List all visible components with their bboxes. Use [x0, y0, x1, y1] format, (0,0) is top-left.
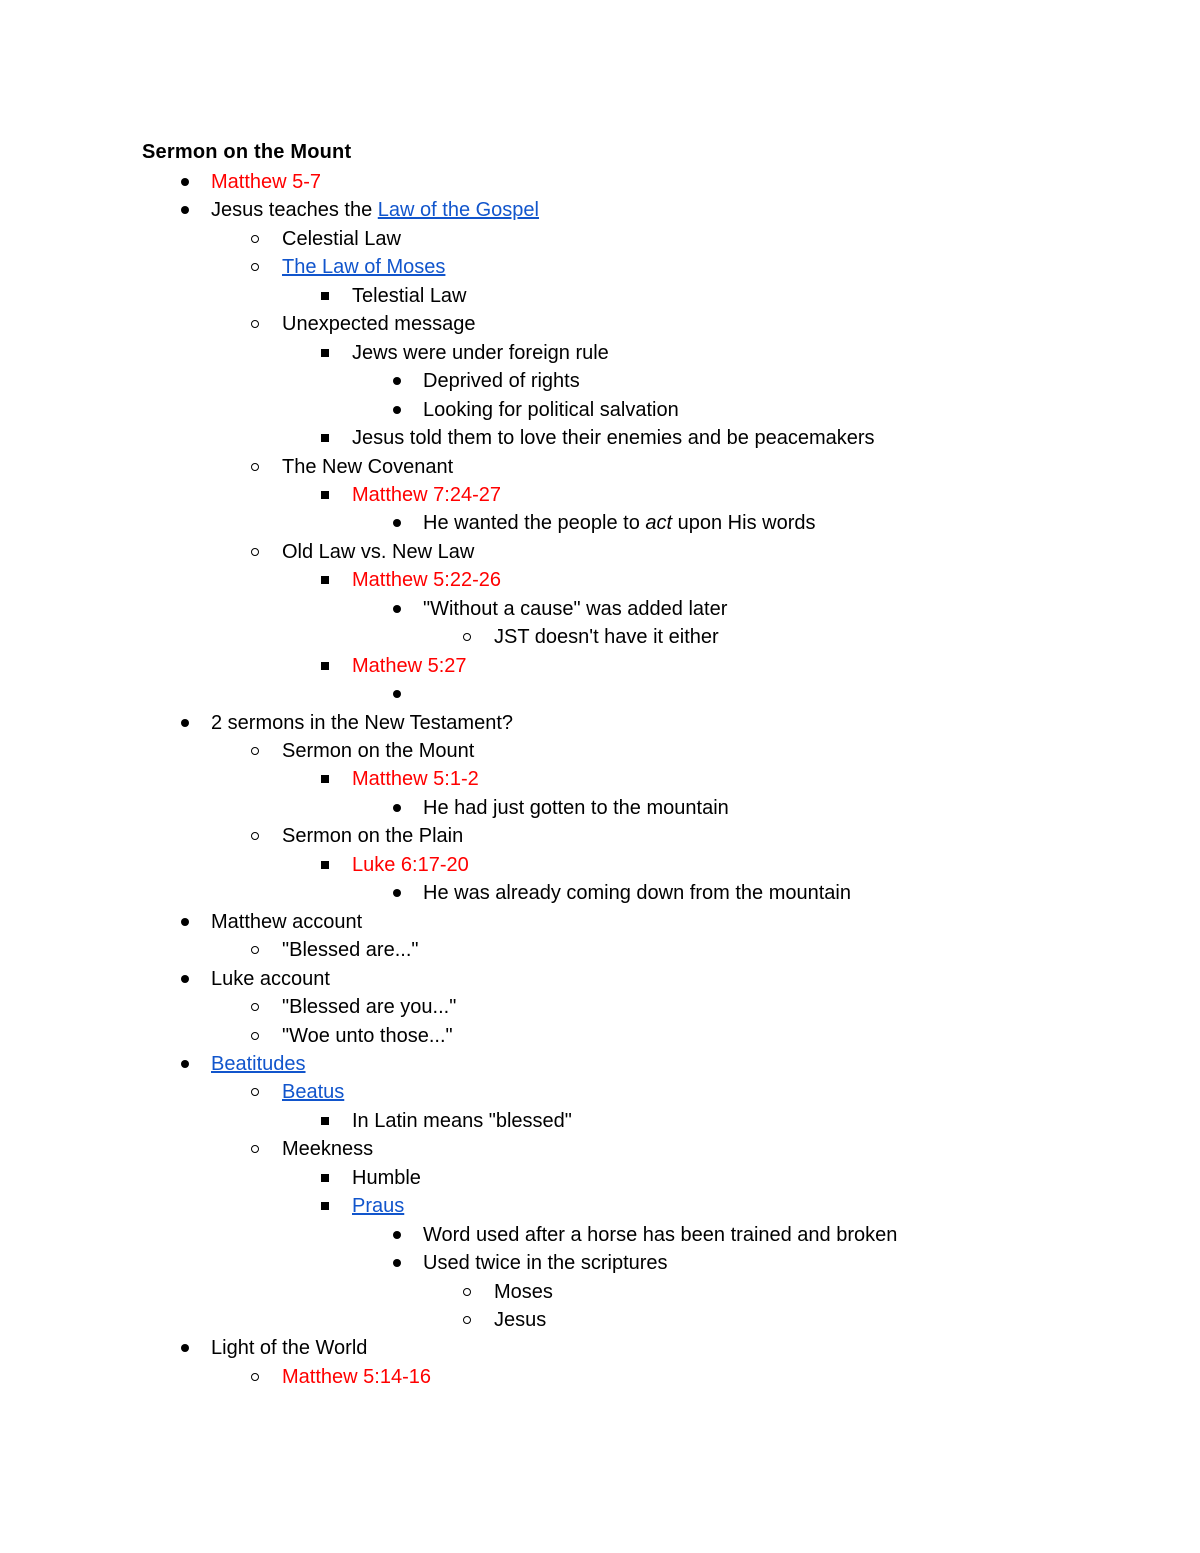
- circle-bullet-icon: [247, 737, 271, 765]
- text-segment: Looking for political salvation: [423, 398, 679, 421]
- list-item: [0, 339, 1200, 367]
- list-item-text: [494, 1306, 546, 1334]
- text-segment: Sermon on the Mount: [282, 740, 475, 762]
- list-item: [0, 509, 1200, 537]
- list-item-text: [282, 538, 474, 566]
- list-item: [0, 965, 1200, 993]
- list-item-text: [282, 737, 474, 765]
- list-item: [0, 1221, 1200, 1249]
- text-segment: Word used after a horse has been trained and broken: [423, 1223, 898, 1246]
- list-item-text: [352, 1192, 404, 1220]
- square-bullet-icon: [317, 282, 341, 310]
- hyperlink[interactable]: Praus: [352, 1195, 405, 1218]
- list-item: [0, 367, 1200, 395]
- text-segment: "Blessed are you...": [282, 996, 457, 1019]
- text-segment: Unexpected message: [282, 313, 476, 336]
- list-item: [0, 879, 1200, 907]
- list-item: [0, 396, 1200, 424]
- list-item: [0, 196, 1200, 224]
- list-item-text: [211, 196, 539, 224]
- list-item-text: [352, 424, 875, 452]
- list-item: [0, 1249, 1200, 1277]
- text-segment: Used twice in the scriptures: [423, 1252, 668, 1275]
- text-segment: Light of the World: [211, 1337, 368, 1360]
- disc-bullet-icon: [176, 1334, 200, 1362]
- text-segment: Sermon on the Plain: [282, 825, 464, 848]
- text-segment: He wanted the people to: [423, 512, 646, 535]
- list-item: [0, 794, 1200, 822]
- text-segment: Humble: [352, 1166, 421, 1189]
- list-item-text: [494, 1278, 553, 1306]
- square-bullet-icon: [317, 481, 341, 509]
- disc-bullet-icon: [388, 595, 412, 623]
- circle-bullet-icon: [247, 1022, 271, 1050]
- list-item-text: [211, 168, 321, 196]
- text-segment: Telestial Law: [352, 284, 467, 307]
- list-item: [0, 253, 1200, 281]
- text-segment: Old Law vs. New Law: [282, 540, 475, 563]
- scripture-reference: Matthew 5:14-16: [282, 1365, 431, 1388]
- hyperlink[interactable]: The Law of Moses: [282, 256, 446, 279]
- text-segment: He had just gotten to the mountain: [423, 796, 729, 819]
- disc-bullet-icon: [176, 709, 200, 737]
- list-item-text: [423, 1249, 668, 1277]
- list-item-text: [423, 879, 851, 907]
- document-title: Sermon on the Mount: [142, 141, 352, 163]
- circle-bullet-icon: [247, 822, 271, 850]
- square-bullet-icon: [317, 851, 341, 879]
- circle-bullet-icon: [247, 310, 271, 338]
- list-item-text: [352, 1107, 572, 1135]
- list-item: [0, 765, 1200, 793]
- disc-bullet-icon: [388, 509, 412, 537]
- list-item-text: [352, 652, 467, 680]
- list-item-text: [211, 908, 362, 936]
- list-item: [0, 936, 1200, 964]
- list-item-text: [211, 965, 330, 993]
- circle-bullet-icon: [247, 225, 271, 253]
- list-item-text: [282, 1363, 431, 1391]
- text-segment: JST doesn't have it either: [494, 626, 719, 649]
- list-item: [0, 1164, 1200, 1192]
- scripture-reference: Matthew 7:24-27: [352, 483, 501, 506]
- list-item-text: [211, 709, 513, 737]
- list-item: [0, 424, 1200, 452]
- list-item: [0, 1078, 1200, 1106]
- list-item-text: [282, 1022, 453, 1050]
- list-item-text: [423, 367, 580, 395]
- disc-bullet-icon: [176, 1050, 200, 1078]
- disc-bullet-icon: [388, 367, 412, 395]
- text-segment: Jews were under foreign rule: [352, 341, 609, 364]
- text-segment: Moses: [494, 1280, 553, 1303]
- circle-bullet-icon: [247, 936, 271, 964]
- hyperlink[interactable]: Law of the Gospel: [377, 199, 539, 222]
- list-item-text: [211, 1334, 367, 1362]
- list-item-text: [494, 623, 719, 651]
- square-bullet-icon: [317, 1164, 341, 1192]
- list-item-text: [352, 566, 501, 594]
- circle-bullet-icon: [247, 253, 271, 281]
- text-segment: Jesus: [494, 1309, 547, 1331]
- list-item: [0, 1135, 1200, 1163]
- list-item-text: [423, 595, 727, 623]
- list-item-text: [282, 1078, 344, 1106]
- list-item: [0, 993, 1200, 1021]
- list-item-text: [352, 481, 501, 509]
- list-item: [0, 538, 1200, 566]
- circle-bullet-icon: [459, 623, 483, 651]
- list-item-text: [282, 310, 475, 338]
- list-item-text: [352, 1164, 421, 1192]
- list-item-text: [282, 822, 463, 850]
- list-item-text: [423, 1221, 897, 1249]
- hyperlink[interactable]: Beatus: [282, 1081, 345, 1104]
- square-bullet-icon: [317, 652, 341, 680]
- list-item: [0, 1363, 1200, 1391]
- list-item-text: [211, 1050, 306, 1078]
- text-segment: Matthew account: [211, 910, 363, 933]
- circle-bullet-icon: [459, 1306, 483, 1334]
- circle-bullet-icon: [247, 1078, 271, 1106]
- list-item-text: [282, 936, 418, 964]
- list-item-text: [352, 339, 609, 367]
- disc-bullet-icon: [388, 1221, 412, 1249]
- list-item: [0, 481, 1200, 509]
- scripture-reference: Mathew 5:27: [352, 654, 467, 677]
- text-segment: upon His words: [672, 512, 816, 535]
- list-item: [0, 1334, 1200, 1362]
- list-item: [0, 709, 1200, 737]
- text-segment: 2 sermons in the New Testament?: [211, 711, 514, 734]
- list-item-text: [282, 225, 401, 253]
- list-item-text: [352, 851, 469, 879]
- scripture-reference: Matthew 5-7: [211, 171, 322, 193]
- list-item: [0, 168, 1200, 196]
- circle-bullet-icon: [247, 538, 271, 566]
- list-item-text: [352, 765, 479, 793]
- square-bullet-icon: [317, 765, 341, 793]
- list-item-text: [423, 509, 815, 537]
- text-segment: "Without a cause" was added later: [423, 597, 728, 620]
- circle-bullet-icon: [247, 993, 271, 1021]
- disc-bullet-icon: [388, 680, 412, 708]
- text-segment: He was already coming down from the mountain: [423, 882, 851, 905]
- square-bullet-icon: [317, 424, 341, 452]
- list-item: [0, 822, 1200, 850]
- disc-bullet-icon: [388, 794, 412, 822]
- list-item-text: [282, 1135, 373, 1163]
- square-bullet-icon: [317, 339, 341, 367]
- list-item: [0, 851, 1200, 879]
- text-segment: "Blessed are...": [282, 939, 419, 962]
- text-segment: Jesus told them to love their enemies and be peacemakers: [352, 427, 875, 450]
- list-item: [0, 282, 1200, 310]
- list-item: [0, 1192, 1200, 1220]
- hyperlink[interactable]: Beatitudes: [211, 1052, 306, 1075]
- text-segment: In Latin means "blessed": [352, 1109, 572, 1132]
- disc-bullet-icon: [176, 168, 200, 196]
- text-segment: Luke account: [211, 967, 330, 990]
- list-item: [0, 453, 1200, 481]
- disc-bullet-icon: [176, 196, 200, 224]
- list-item: [0, 1022, 1200, 1050]
- list-item-text: [423, 794, 729, 822]
- circle-bullet-icon: [247, 453, 271, 481]
- square-bullet-icon: [317, 1107, 341, 1135]
- list-item: [0, 623, 1200, 651]
- text-segment: "Woe unto those...": [282, 1024, 453, 1047]
- list-item-text: [352, 282, 467, 310]
- disc-bullet-icon: [176, 908, 200, 936]
- list-item: [0, 225, 1200, 253]
- list-item: [0, 737, 1200, 765]
- disc-bullet-icon: [176, 965, 200, 993]
- disc-bullet-icon: [388, 879, 412, 907]
- list-item-text: [423, 396, 679, 424]
- emphasis-text: act: [645, 512, 673, 535]
- list-item: [0, 566, 1200, 594]
- text-segment: Celestial Law: [282, 227, 401, 250]
- circle-bullet-icon: [247, 1135, 271, 1163]
- disc-bullet-icon: [388, 396, 412, 424]
- list-item-text: [282, 993, 456, 1021]
- list-item-text: [282, 453, 453, 481]
- list-item: [0, 908, 1200, 936]
- scripture-reference: Matthew 5:1-2: [352, 768, 479, 791]
- list-item: [0, 1107, 1200, 1135]
- scripture-reference: Matthew 5:22-26: [352, 569, 501, 592]
- text-segment: Jesus teaches the: [211, 199, 378, 222]
- circle-bullet-icon: [459, 1278, 483, 1306]
- list-item: [0, 595, 1200, 623]
- list-item: [0, 652, 1200, 680]
- text-segment: Deprived of rights: [423, 370, 580, 393]
- square-bullet-icon: [317, 1192, 341, 1220]
- square-bullet-icon: [317, 566, 341, 594]
- circle-bullet-icon: [247, 1363, 271, 1391]
- scripture-reference: Luke 6:17-20: [352, 853, 469, 876]
- list-item: [0, 1306, 1200, 1334]
- disc-bullet-icon: [388, 1249, 412, 1277]
- text-segment: The New Covenant: [282, 455, 454, 478]
- list-item: [0, 310, 1200, 338]
- list-item: [0, 680, 1200, 708]
- list-item-text: [282, 253, 445, 281]
- list-item: [0, 1050, 1200, 1078]
- list-item: [0, 1278, 1200, 1306]
- text-segment: Meekness: [282, 1138, 374, 1161]
